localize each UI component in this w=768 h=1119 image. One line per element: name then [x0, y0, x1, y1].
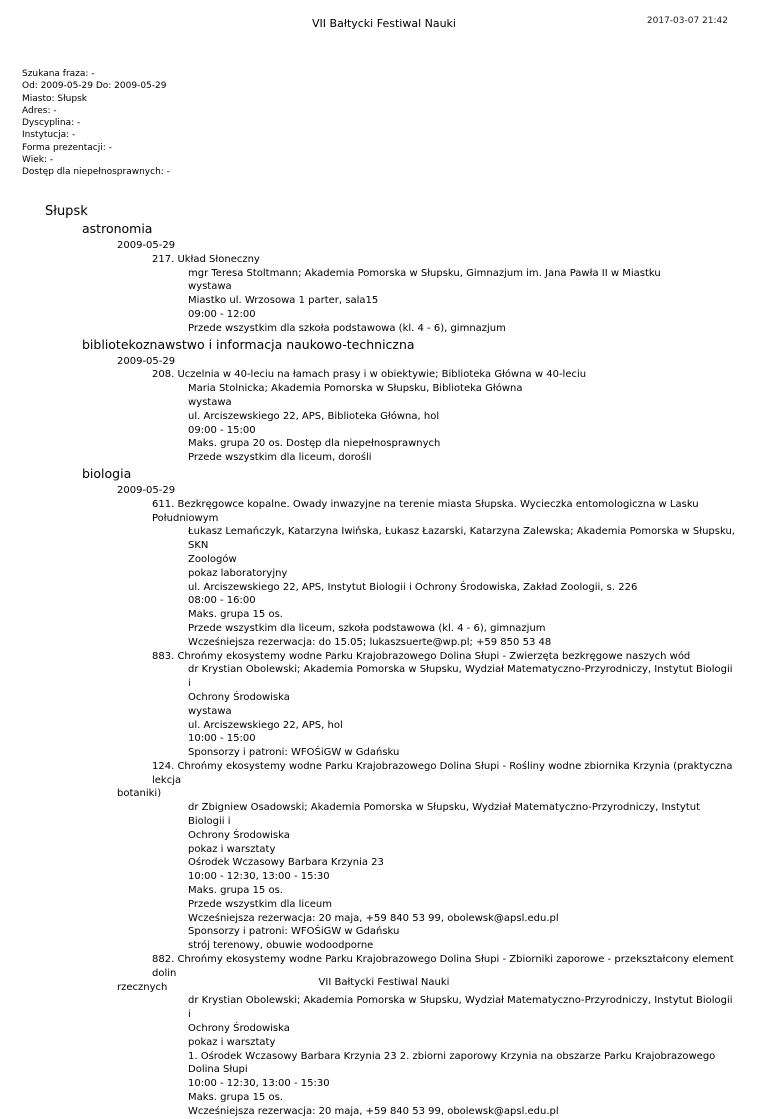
event-hours: 09:00 - 15:00: [188, 424, 256, 436]
search-criteria: [22, 68, 170, 179]
event-group-size: Maks. grupa 15 os.: [188, 609, 283, 621]
event-organizer: Maria Stolnicka; Akademia Pomorska w Słupsku, Biblioteka Główna: [188, 383, 523, 395]
event-sponsors: Sponsorzy i patroni: WFOŚiGW w Gdańsku: [188, 747, 400, 759]
event-audience: Przede wszystkim dla liceum: [188, 898, 332, 910]
discipline-heading: astronomia: [82, 221, 153, 236]
event-notes: strój terenowy, obuwie wodoodporne: [188, 940, 374, 952]
discipline-heading: bibliotekoznawstwo i informacja naukowo-techniczna: [82, 336, 415, 352]
event-location: Ośrodek Wczasowy Barbara Krzynia 23: [188, 857, 384, 869]
event-group-size: Maks. grupa 15 os.: [188, 1092, 283, 1104]
event-hours: 09:00 - 12:00: [188, 308, 256, 320]
event-organizer: dr Krystian Obolewski; Akademia Pomorska w Słupsku, Wydział Matematyczno-Przyrodniczy, Instytut Biologii i: [188, 664, 733, 690]
criteria-age: Wiek: -: [22, 155, 54, 166]
event-form: wystawa: [188, 281, 232, 293]
criteria-city: Miasto: Słupsk: [22, 93, 87, 104]
event-title: 883. Chrońmy ekosystemy wodne Parku Krajobrazowego Dolina Słupi - Zwierzęta bezkręgowe naszych wód: [152, 650, 691, 662]
event-organizer: mgr Teresa Stoltmann; Akademia Pomorska w Słupsku, Gimnazjum im. Jana Pawła II w Miastku: [188, 267, 661, 279]
event-title-cont: rzecznych: [117, 981, 168, 993]
event-group-size: Maks. grupa 15 os.: [188, 885, 283, 897]
print-datetime: 2017-03-07 21:42: [646, 16, 728, 26]
event-title: 217. Układ Słoneczny: [152, 253, 260, 265]
event-organizer-cont: Ochrony Środowiska: [188, 1023, 290, 1035]
event-location: ul. Arciszewskiego 22, APS, Biblioteka Główna, hol: [188, 410, 440, 422]
page-footer-title: VII Bałtycki Festiwal Nauki: [318, 977, 450, 988]
event-location: ul. Arciszewskiego 22, APS, hol: [188, 719, 343, 731]
event-title: 208. Uczelnia w 40-leciu na łamach prasy i w obiektywie; Biblioteka Główna w 40-leciu: [152, 369, 587, 381]
event-form: pokaz laboratoryjny: [188, 567, 288, 579]
criteria-phrase: Szukana fraza: -: [22, 69, 95, 79]
criteria-accessibility: Dostęp dla niepełnosprawnych: -: [22, 167, 170, 178]
event-audience: Przede wszystkim dla szkoła podstawowa (kl. 4 - 6), gimnazjum: [188, 322, 506, 334]
page-header-title: VII Bałtycki Festiwal Nauki: [312, 17, 456, 30]
event-sponsors: Sponsorzy i patroni: WFOŚiGW w Gdańsku: [188, 926, 400, 938]
event-title: 611. Bezkręgowce kopalne. Owady inwazyjne na terenie miasta Słupska. Wycieczka entomologiczna w Lasku Południowym: [152, 498, 699, 524]
event-group-size: Maks. grupa 20 os. Dostęp dla niepełnosprawnych: [188, 438, 441, 450]
event-organizer: dr Krystian Obolewski; Akademia Pomorska w Słupsku, Wydział Matematyczno-Przyrodniczy, Instytut Biologii i: [188, 995, 733, 1021]
event-reservation: Wcześniejsza rezerwacja: 20 maja, +59 840 53 99, obolewsk@apsl.edu.pl: [188, 1105, 559, 1117]
city-heading: Słupsk: [45, 204, 88, 219]
criteria-presentation-form: Forma prezentacji: -: [22, 142, 112, 153]
event-hours: 08:00 - 16:00: [188, 595, 256, 607]
event-hours: 10:00 - 12:30, 13:00 - 15:30: [188, 871, 330, 883]
event-hours: 10:00 - 15:00: [188, 733, 256, 745]
event-location: 1. Ośrodek Wczasowy Barbara Krzynia 23 2. zbiorni zaporowy Krzynia na obszarze Parku Krajobrazowego Dolina Słupi: [188, 1050, 716, 1076]
event-reservation: Wcześniejsza rezerwacja: 20 maja, +59 840 53 99, obolewsk@apsl.edu.pl: [188, 912, 559, 924]
event-hours: 10:00 - 12:30, 13:00 - 15:30: [188, 1078, 330, 1090]
event-location: Miastko ul. Wrzosowa 1 parter, sala15: [188, 295, 379, 307]
criteria-discipline: Dyscyplina: -: [22, 118, 81, 129]
criteria-date-range: Od: 2009-05-29 Do: 2009-05-29: [22, 81, 167, 92]
event-title: 124. Chrońmy ekosystemy wodne Parku Krajobrazowego Dolina Słupi - Rośliny wodne zbiornika Krzynia (praktyczna lekcja: [152, 760, 733, 786]
event-audience: Przede wszystkim dla liceum, dorośli: [188, 452, 372, 464]
criteria-address: Adres: -: [22, 105, 57, 116]
event-audience: Przede wszystkim dla liceum, szkoła podstawowa (kl. 4 - 6), gimnazjum: [188, 622, 546, 634]
event-location: ul. Arciszewskiego 22, APS, Instytut Biologii i Ochrony Środowiska, Zakład Zoologii, s. 226: [188, 581, 638, 593]
event-date: 2009-05-29: [117, 240, 176, 251]
event-title: 882. Chrońmy ekosystemy wodne Parku Krajobrazowego Dolina Słupi - Zbiorniki zaporowe - przekształcony element dolin: [152, 954, 734, 979]
event-organizer-cont: Ochrony Środowiska: [188, 691, 290, 703]
event-organizer-cont: Ochrony Środowiska: [188, 829, 290, 841]
event-form: wystawa: [188, 396, 232, 408]
event-form: wystawa: [188, 705, 232, 717]
event-date: 2009-05-29: [117, 355, 176, 367]
event-organizer-cont: Zoologów: [188, 553, 237, 565]
event-organizer: dr Zbigniew Osadowski; Akademia Pomorska w Słupsku, Wydział Matematyczno-Przyrodniczy, Instytut Biologii i: [188, 802, 701, 828]
event-organizer: Łukasz Lemańczyk, Katarzyna Iwińska, Łukasz Łazarski, Katarzyna Zalewska; Akademia Pomorska w Słupsku, SKN: [188, 526, 735, 552]
event-form: pokaz i warsztaty: [188, 1036, 276, 1048]
event-reservation: Wcześniejsza rezerwacja: do 15.05; lukaszsuerte@wp.pl; +59 850 53 48: [188, 636, 552, 648]
discipline-heading: biologia: [82, 465, 132, 481]
event-title-cont: botaniki): [117, 788, 162, 800]
event-form: pokaz i warsztaty: [188, 843, 276, 855]
criteria-institution: Instytucja: -: [22, 130, 76, 141]
event-date: 2009-05-29: [117, 484, 176, 496]
